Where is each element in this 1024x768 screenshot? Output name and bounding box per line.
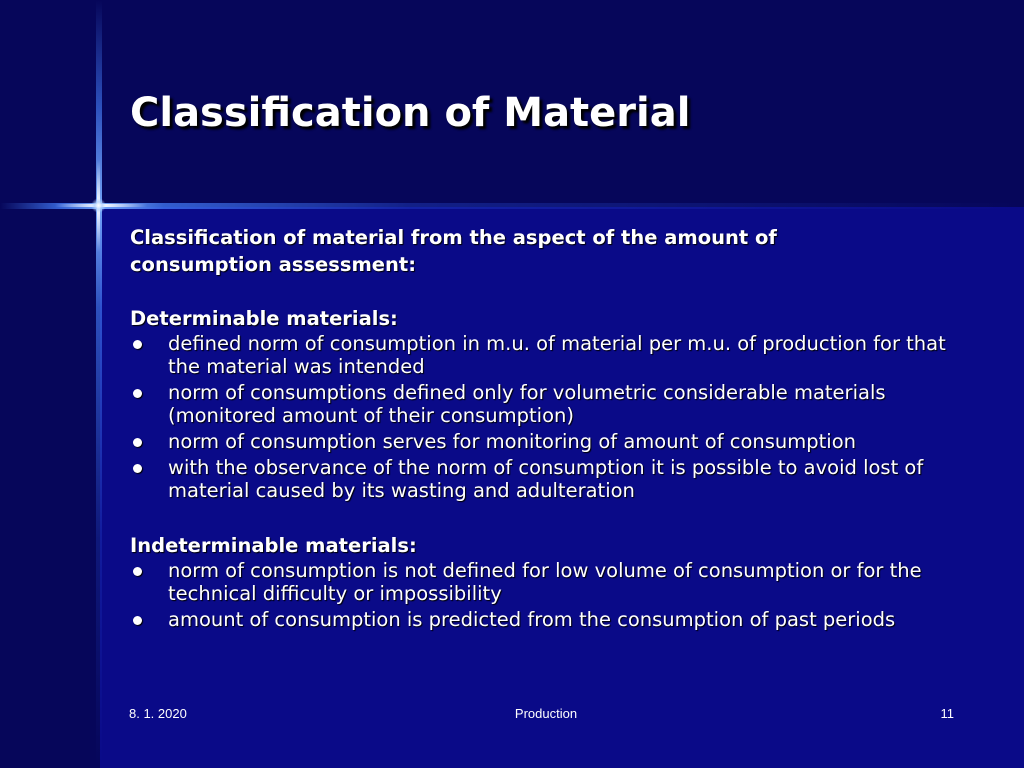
list-item xyxy=(130,430,960,453)
list-item xyxy=(130,456,960,502)
bullet-text: defined norm of consumption in m.u. of material per m.u. of production for that the material was intended xyxy=(168,332,946,378)
footer-title: Production xyxy=(514,706,578,721)
intro-text: Classification of material from the aspect of the amount of consumption assessment: xyxy=(130,226,777,276)
sparkle-icon xyxy=(91,198,106,213)
list-item xyxy=(130,332,960,378)
slide-content xyxy=(130,224,960,634)
bullet-icon xyxy=(133,464,142,473)
bullet-list-determinable xyxy=(130,332,960,502)
bullet-text: norm of consumptions defined only for volumetric considerable materials (monitored amount of their consumption) xyxy=(168,381,886,427)
bullet-icon xyxy=(133,438,142,447)
horizontal-glow-line xyxy=(0,203,1024,209)
footer-page-number: 11 xyxy=(940,706,954,721)
list-item xyxy=(130,559,960,605)
slide-title: Classification of Material xyxy=(130,90,691,136)
bullet-icon xyxy=(133,389,142,398)
section-heading-determinable: Determinable materials: xyxy=(130,307,398,330)
bullet-icon xyxy=(133,340,142,349)
bullet-list-indeterminable xyxy=(130,559,960,631)
bullet-icon xyxy=(133,616,142,625)
vertical-glow-line xyxy=(96,0,102,768)
bullet-text: amount of consumption is predicted from the consumption of past periods xyxy=(168,608,896,631)
bullet-text: with the observance of the norm of consumption it is possible to avoid lost of material caused by its wasting and adulteration xyxy=(168,456,924,502)
bullet-text: norm of consumption is not defined for low volume of consumption or for the technical difficulty or impossibility xyxy=(168,559,922,605)
list-item xyxy=(130,381,960,427)
bullet-text: norm of consumption serves for monitoring of amount of consumption xyxy=(168,430,857,453)
section-heading-indeterminable: Indeterminable materials: xyxy=(130,534,417,557)
list-item xyxy=(130,608,960,631)
footer-date: 8. 1. 2020 xyxy=(129,706,187,721)
bullet-icon xyxy=(133,567,142,576)
